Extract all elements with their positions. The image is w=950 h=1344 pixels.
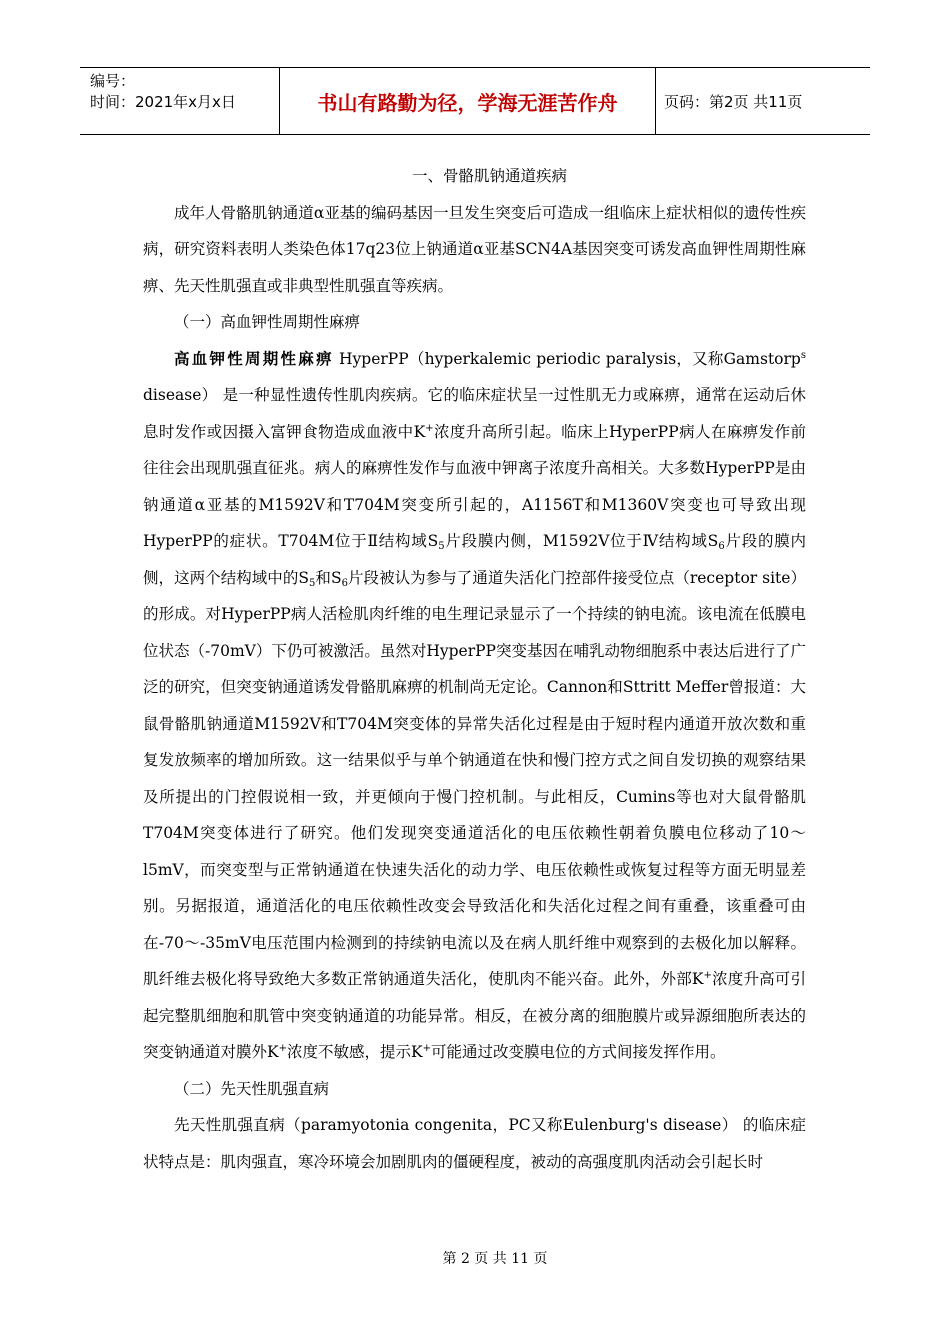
time-label: 时间：2021年x月x日 (90, 93, 236, 111)
section-title: 一、骨骼肌钠通道疾病 (411, 167, 567, 185)
subsection-title-1: （一）高血钾性周期性麻痹 (174, 313, 361, 331)
document-body (143, 158, 806, 1180)
header-motto: 书山有路勤为径，学海无涯苦作舟 (280, 68, 656, 134)
subsection-title-2: （二）先天性肌强直病 (174, 1079, 330, 1098)
header-page-info: 页码：第2页 共11页 (664, 92, 803, 111)
page-footer: 第 2 页 共 11 页 (442, 1251, 548, 1267)
header-meta (80, 68, 280, 134)
hyperpp-term: 高血钾性周期性麻痹 (174, 348, 334, 368)
code-label: 编号： (90, 72, 136, 90)
intro-paragraph: 成年人骨骼肌钠通道α亚基的编码基因一旦发生突变后可造成一组临床上症状相似的遗传性疾病，研究资料表明人类染色体17q23位上钠通道α亚基SCN4A基因突变可诱发高血钾性周期性麻痹、先天性肌强直或非典型性肌强直等疾病。 (143, 203, 806, 295)
pc-paragraph: 先天性肌强直病（paramyotonia congenita，PC又称Eulenburg's disease） 的临床症状特点是：肌肉强直，寒冷环境会加剧肌肉的僵硬程度，被动的高强度肌肉活动会引起长时 (143, 1116, 806, 1171)
page-header (80, 67, 870, 135)
hyperpp-paragraph: 高血钾性周期性麻痹 HyperPP（hyperkalemic periodic paralysis，又称Gamstorp$^s$ disease） 是一种显性遗传性肌肉疾病。它的临床症状呈一过性肌无力或麻痹，通常在运动后休息时发作或因摄入富钾食物造成血液中K+浓度升高所引起。临床上HyperPP病人在麻痹发作前往往会出现肌强直征兆。病人的麻痹性发作与血液中钾离子浓度升高相关。大多数HyperPP是由钠通道α亚基的M1592V和T704M突变所引起的，A1156T和M1360V突变也可导致出现HyperPP的症状。T704M位于Ⅱ结构域$S_5$片段膜内侧，M1592V位于Ⅳ结构域$S_6$片段的膜内侧，这两个结构域中的$S_5$和$S_6$片段被认为参与了通道失活化门控部件接受位点（receptor site）的形成。对HyperPP病人活检肌肉纤维的电生理记录显示了一个持续的钠电流。该电流在低膜电位状态（-70mV）下仍可被激活。虽然对HyperPP突变基因在哺乳动物细胞系中表达后进行了广泛的研究，但突变钠通道诱发骨骼肌麻痹的机制尚无定论。Cannon和Sttritt Meffer曾报道：大鼠骨骼肌钠通道M1592V和T704M突变体的异常失活化过程是由于短时程内通道开放次数和重复发放频率的增加所致。这一结果似乎与单个钠通道在快和慢门控方式之间自发切换的观察结果及所提出的门控假说相一致，并更倾向于慢门控机制。与此相反，Cumins等也对大鼠骨骼肌T704M突变体进行了研究。他们发现突变通道活化的电压依赖性朝着负膜电位移动了10～l5mV，而突变型与正常钠通道在快速失活化的动力学、电压依赖性或恢复过程等方面无明显差别。另据报道，通道活化的电压依赖性改变会导致活化和失活化过程之间有重叠，该重叠可由在-70～-35mV电压范围内检测到的持续钠电流以及在病人肌纤维中观察到的去极化加以解释。肌纤维去极化将导致绝大多数正常钠通道失活化，使肌肉不能兴奋。此外，外部K+浓度升高可引起完整肌细胞和肌管中突变钠通道的功能异常。相反，在被分离的细胞膜片或异源细胞所表达的突变钠通道对膜外K+浓度不敏感，提示K+可能通过改变膜电位的方式间接发挥作用。 (143, 348, 806, 1061)
